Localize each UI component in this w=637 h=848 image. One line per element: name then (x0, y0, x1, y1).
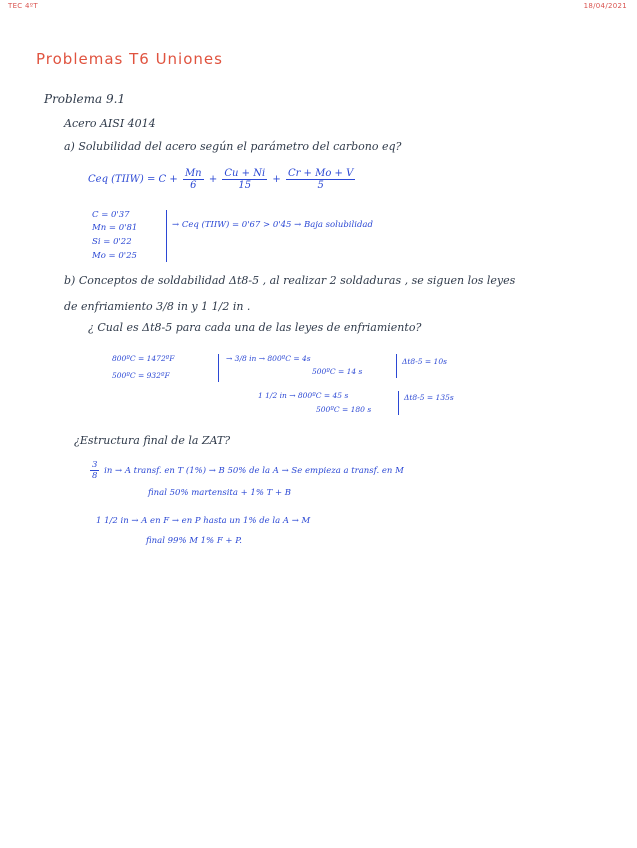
ceq-result: → Ceq (TIIW) = 0'67 > 0'45 → Baja solubilidad (172, 220, 373, 230)
sol1-frac-num: 3 (92, 460, 98, 470)
steel-type: Acero AISI 4014 (64, 117, 156, 130)
comp-c: C = 0'37 (92, 210, 130, 220)
law2-result: Δt8-5 = 135s (404, 393, 454, 402)
temp-brace (218, 354, 219, 382)
ceq-fraction-3 (286, 168, 355, 191)
law1-brace (396, 354, 397, 378)
law2-brace (398, 391, 399, 415)
comp-brace (166, 210, 167, 262)
estructura-question: ¿Estructura final de la ZAT? (74, 434, 231, 447)
comp-mo: Mo = 0'25 (92, 251, 137, 261)
ceq-f1-num: Mn (184, 168, 202, 179)
header-left-tag: TEC 4ºT (8, 2, 38, 10)
sol1-text: in → A transf. en T (1%) → B 50% de la A → Se empieza a transf. en M (104, 466, 404, 476)
sol2-line1: 1 1/2 in → A en F → en P hasta un 1% de la A → M (96, 516, 311, 526)
ceq-f2-num: Cu + Ni (224, 168, 266, 179)
ceq-formula (88, 168, 357, 191)
sol1-fraction (90, 460, 99, 481)
sol2-line2: final 99% M 1% F + P. (146, 536, 242, 546)
sol1-line1 (88, 460, 404, 481)
header-date: 18/04/2021 (583, 2, 627, 10)
ceq-plus-1: + (208, 174, 218, 185)
part-a-question: a) Solubilidad del acero según el parámetro del carbono eq? (64, 140, 402, 153)
part-b-question: ¿ Cual es Δt8-5 para cada una de las leyes de enfriamiento? (88, 321, 422, 334)
ceq-plus-2: + (272, 174, 281, 185)
ceq-fraction-2 (222, 168, 267, 191)
part-b-line2: de enfriamiento 3/8 in y 1 1/2 in . (64, 300, 251, 313)
law1-result: Δt8-5 = 10s (402, 357, 447, 366)
page-title: Problemas T6 Uniones (36, 50, 223, 68)
problem-label: Problema 9.1 (44, 92, 126, 106)
sol1-frac-den: 8 (92, 471, 98, 481)
comp-mn: Mn = 0'81 (92, 223, 138, 233)
ceq-lhs: Ceq (TIIW) = C + (88, 174, 178, 185)
ceq-fraction-1 (183, 168, 204, 191)
law2-line-b: 500ºC = 180 s (316, 405, 372, 414)
temp-800: 800ºC = 1472ºF (112, 354, 175, 363)
law1-line-a: → 3/8 in → 800ºC = 4s (226, 354, 311, 363)
part-b-line1: b) Conceptos de soldabilidad Δt8-5 , al realizar 2 soldaduras , se siguen los leyes (64, 274, 516, 287)
temp-500: 500ºC = 932ºF (112, 371, 170, 380)
ceq-f2-den: 15 (238, 180, 252, 191)
sol1-line2: final 50% martensita + 1% T + B (148, 488, 292, 498)
law2-line-a: 1 1/2 in → 800ºC = 45 s (258, 391, 349, 400)
ceq-f3-num: Cr + Mo + V (287, 168, 354, 179)
law1-line-b: 500ºC = 14 s (312, 367, 363, 376)
comp-si: Si = 0'22 (92, 237, 132, 247)
ceq-f3-den: 5 (317, 180, 324, 191)
ceq-f1-den: 6 (190, 180, 197, 191)
